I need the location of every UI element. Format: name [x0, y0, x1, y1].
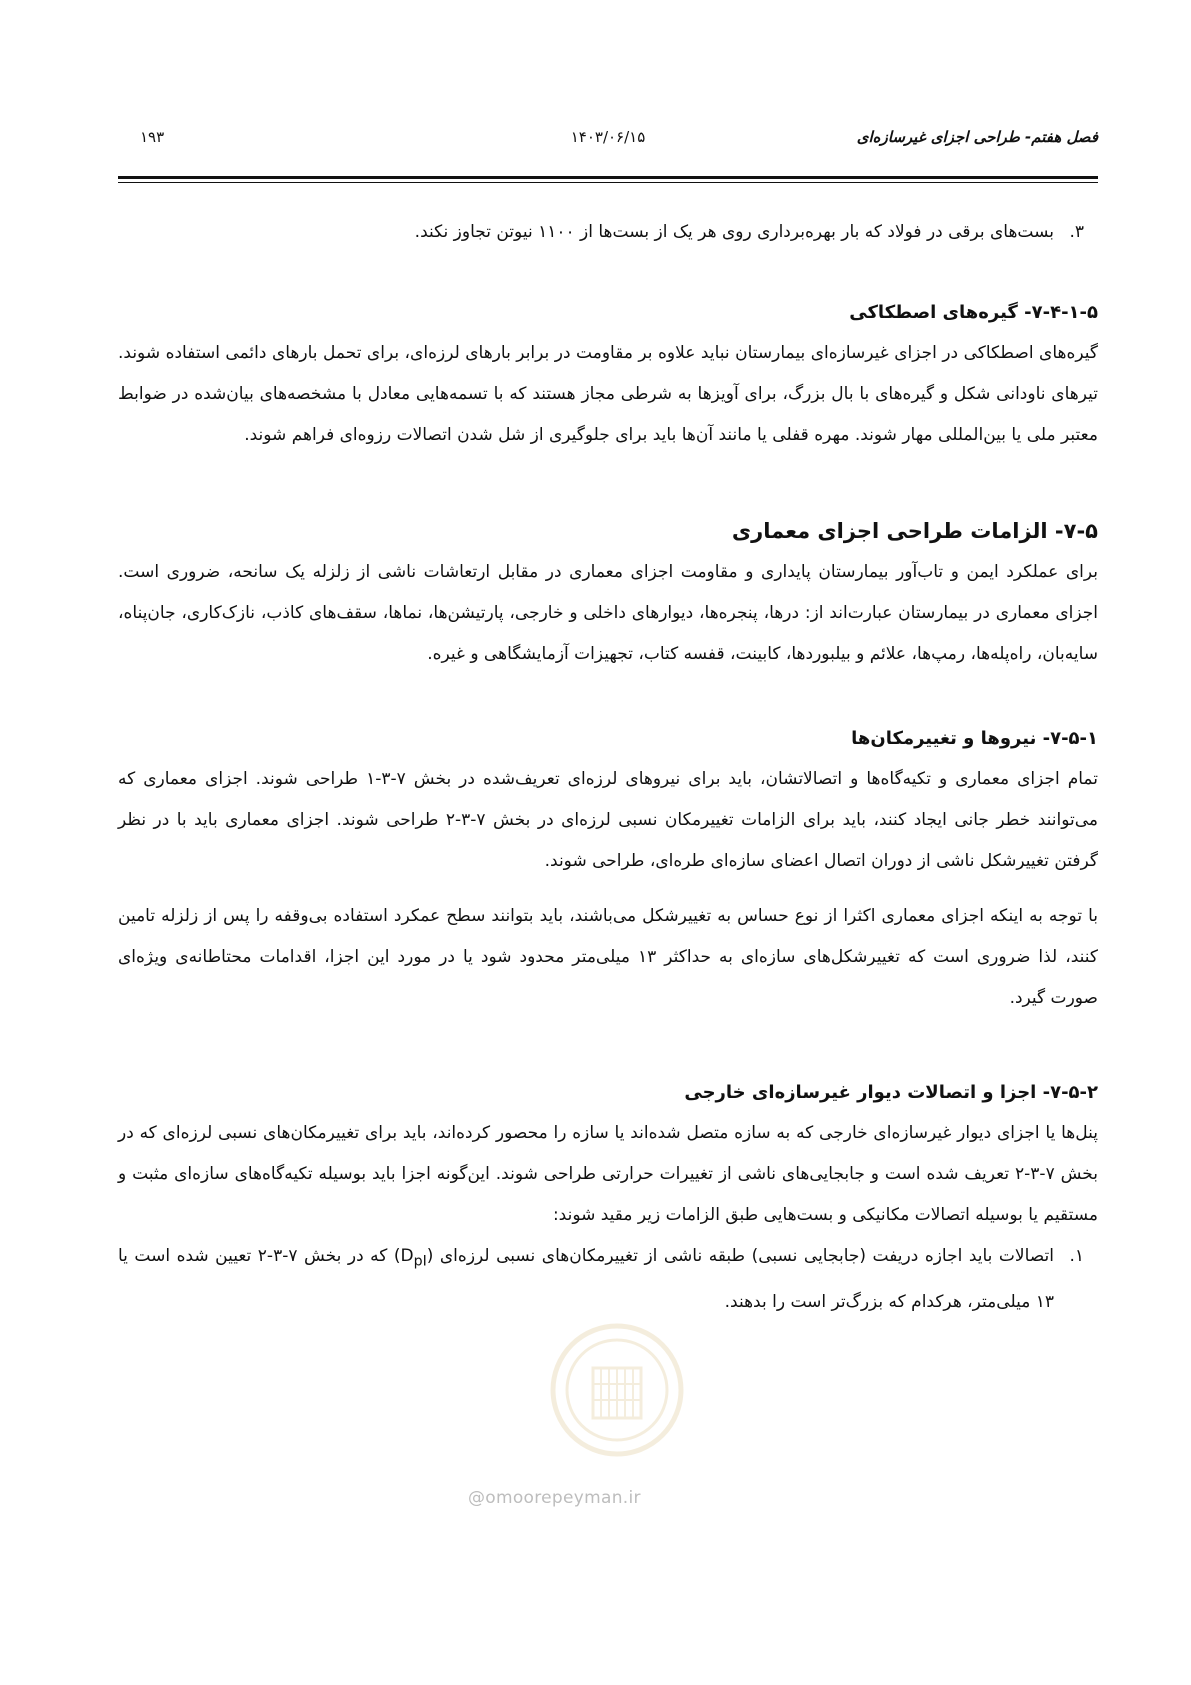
- drift-symbol-base: D: [400, 1246, 414, 1266]
- heading-7-4-1-5: ۷-۴-۱-۵- گیره‌های اصطکاکی: [849, 302, 1098, 323]
- watermark-text: @omoorepeyman.ir: [468, 1488, 641, 1508]
- list-item-1: [118, 1236, 1098, 1323]
- list-item-number: ۱.: [1069, 1246, 1084, 1266]
- heading-7-5-1: ۷-۵-۱- نیروها و تغییرمکان‌ها: [851, 728, 1098, 749]
- page-number: ۱۹۳: [140, 128, 165, 146]
- list-item-text: بست‌های برقی در فولاد که بار بهره‌برداری روی هر یک از بست‌ها از ۱۱۰۰ نیوتن تجاوز نکند.: [414, 222, 1054, 242]
- running-header: [118, 128, 1098, 158]
- watermark-seal-icon: [547, 1320, 687, 1460]
- drift-symbol: [400, 1246, 427, 1270]
- heading-7-5: ۷-۵- الزامات طراحی اجزای معماری: [731, 519, 1098, 543]
- heading-7-5-2: ۷-۵-۲- اجزا و اتصالات دیوار غیرسازه‌ای خارجی: [684, 1082, 1098, 1103]
- header-date: ۱۴۰۳/۰۶/۱۵: [570, 128, 646, 146]
- list-item-number: ۳.: [1069, 222, 1084, 242]
- header-rule-thick: [118, 176, 1098, 179]
- paragraph-architectural-requirements: برای عملکرد ایمن و تاب‌آور بیمارستان پایداری و مقاومت اجزای معماری در مقابل ارتعاشات ناشی از زلزله یک سانحه، ضروری است. اجزای معماری در بیمارستان عبارت‌اند از: درها، پنجره‌ها، دیوارهای داخلی و خارجی، پارتیشن‌ها، نماها، سقف‌های کاذب، نازک‌کاری، جان‌پناه، سایه‌بان، راه‌پله‌ها، رمپ‌ها، علائم و بیلبوردها، کابینت، قفسه کتاب، تجهیزات آزمایشگاهی و غیره.: [118, 562, 1098, 664]
- chapter-title: فصل هفتم- طراحی اجزای غیرسازه‌ای: [856, 128, 1098, 146]
- paragraph-exterior-walls: پنل‌ها یا اجزای دیوار غیرسازه‌ای خارجی که به سازه متصل شده‌اند یا سازه را محصور کرده‌اند، باید برای تغییرمکان‌های نسبی لرزه‌ای که در بخش ۷-۳-۲ تعریف شده است و جابجایی‌های ناشی از تغییرات حرارتی طراحی شوند. این‌گونه اجزا باید بوسیله تکیه‌گاه‌های سازه‌ای مثبت و مستقیم یا بوسیله اتصالات مکانیکی و بست‌هایی طبق الزامات زیر مقید شوند:: [118, 1123, 1098, 1225]
- list-item-3: [118, 212, 1098, 253]
- paragraph-forces-1: تمام اجزای معماری و تکیه‌گاه‌ها و اتصالاتشان، باید برای نیروهای لرزه‌ای تعریف‌شده در بخش ۷-۳-۱ طراحی شوند. اجزای معماری که می‌توانند خطر جانی ایجاد کنند، باید برای الزامات تغییرمکان نسبی لرزه‌ای در بخش ۷-۳-۲ طراحی شوند. اجزای معماری باید با در نظر گرفتن تغییرشکل ناشی از دوران اتصال اعضای سازه‌ای طره‌ای، طراحی شوند.: [118, 769, 1098, 871]
- list-item-text-before: اتصالات باید اجازه دریفت (جابجایی نسبی) طبقه ناشی از تغییرمکان‌های نسبی لرزه‌ای (: [426, 1246, 1054, 1266]
- paragraph-friction-clamps: گیره‌های اصطکاکی در اجزای غیرسازه‌ای بیمارستان نباید علاوه بر مقاومت در برابر بارهای لرزه‌ای، برای تحمل بارهای دائمی استفاده شوند. تیرهای ناودانی شکل و گیره‌های با بال بزرگ، برای آویزها به شرطی مجاز هستند که با تسمه‌هایی معادل با مشخصه‌های بیان‌شده در ضوابط معتبر ملی یا بین‌المللی مهار شوند. مهره قفلی یا مانند آن‌ها باید برای جلوگیری از شل شدن اتصالات رزوه‌ای فراهم شوند.: [118, 343, 1098, 445]
- list-item-text-after: ) که در بخش ۷-۳-۲ تعیین شده است یا ۱۳ میلی‌متر، هرکدام که بزرگ‌تر است را بدهند.: [118, 1246, 1054, 1313]
- page-body: [118, 212, 1098, 1323]
- drift-symbol-subscript: pI: [413, 1253, 427, 1270]
- paragraph-forces-2: با توجه به اینکه اجزای معماری اکثرا از نوع حساس به تغییرشکل می‌باشند، باید بتوانند سطح عمکرد استفاده بی‌وقفه را پس از زلزله تامین کنند، لذا ضروری است که تغییرشکل‌های سازه‌ای به حداکثر ۱۳ میلی‌متر محدود شود یا در مورد این اجزا، اقدامات محتاطانه‌ی ویژه‌ای صورت گیرد.: [118, 906, 1098, 1008]
- header-rule-thin: [118, 182, 1098, 183]
